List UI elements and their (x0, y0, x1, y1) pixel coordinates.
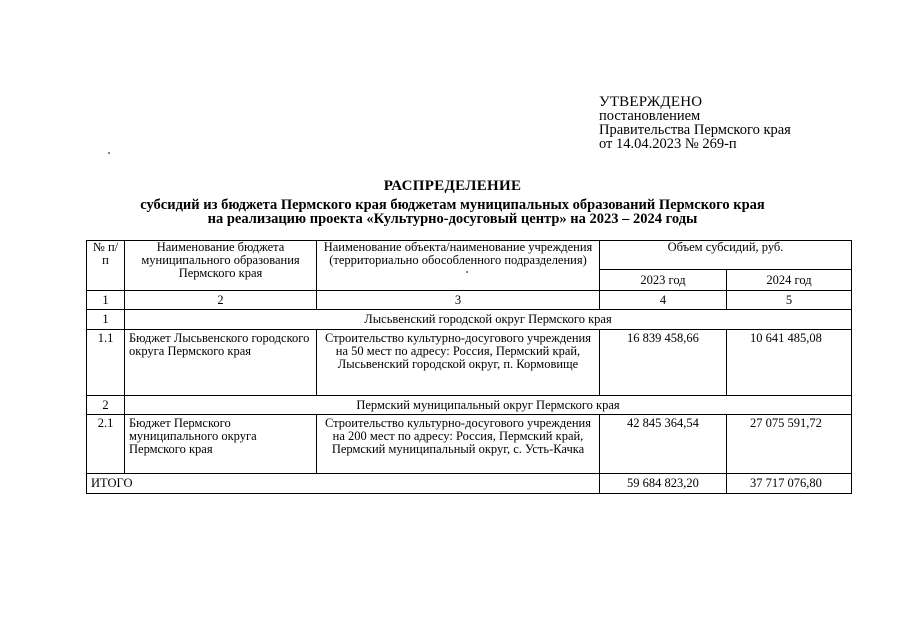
header-year-2024: 2024 год (727, 270, 852, 291)
group-name: Лысьвенский городской округ Пермского края (125, 310, 852, 330)
approval-line-resolution: постановлением (599, 108, 701, 124)
header-budget: Наименование бюджета муниципального образования Пермского края (125, 241, 317, 291)
row-amount-2023: 42 845 364,54 (600, 415, 727, 474)
total-amount-2024: 37 717 076,80 (727, 474, 852, 494)
subtitle-line-2: на реализацию проекта «Культурно-досуговый центр» на 2023 – 2024 годы (207, 211, 698, 227)
subtitle-line-1: субсидий из бюджета Пермского края бюджетам муниципальных образований Пермского края (140, 197, 765, 213)
total-amount-2023: 59 684 823,20 (600, 474, 727, 494)
approval-heading: УТВЕРЖДЕНО (599, 94, 703, 110)
group-number: 1 (87, 310, 125, 330)
header-year-2023: 2023 год (600, 270, 727, 291)
approval-stamp (599, 95, 791, 151)
total-label: ИТОГО (87, 474, 600, 494)
row-amount-2024: 27 075 591,72 (727, 415, 852, 474)
row-number: 2.1 (87, 415, 125, 474)
group-row (87, 310, 852, 330)
row-object: Строительство культурно-досугового учреждения на 200 мест по адресу: Россия, Пермский край, Пермский муниципальный округ, с. Усть-Качка (317, 415, 600, 474)
row-number: 1.1 (87, 330, 125, 396)
row-budget: Бюджет Лысьвенского городского округа Пермского края (125, 330, 317, 396)
approval-line-date: от 14.04.2023 № 269-п (599, 136, 737, 152)
row-budget: Бюджет Пермского муниципального округа Пермского края (125, 415, 317, 474)
column-number: 5 (727, 291, 852, 310)
row-amount-2023: 16 839 458,66 (600, 330, 727, 396)
column-number: 1 (87, 291, 125, 310)
scan-speck (108, 152, 110, 154)
document-subtitle (0, 198, 905, 226)
group-row (87, 396, 852, 415)
header-object: Наименование объекта/наименование учреждения (территориально обособленного подразделения) (317, 241, 600, 291)
header-number: № п/п (87, 241, 125, 291)
column-number: 2 (125, 291, 317, 310)
column-number-row (87, 291, 852, 310)
group-name: Пермский муниципальный округ Пермского края (125, 396, 852, 415)
approval-line-government: Правительства Пермского края (599, 122, 791, 138)
row-object: Строительство культурно-досугового учреждения на 50 мест по адресу: Россия, Пермский край, Лысьвенский городской округ, п. Кормовище (317, 330, 600, 396)
group-number: 2 (87, 396, 125, 415)
subsidy-table (86, 240, 852, 494)
table-row (87, 330, 852, 396)
column-number: 4 (600, 291, 727, 310)
column-number: 3 (317, 291, 600, 310)
row-amount-2024: 10 641 485,08 (727, 330, 852, 396)
header-volume: Объем субсидий, руб. (600, 241, 852, 270)
total-row (87, 474, 852, 494)
table-row (87, 415, 852, 474)
scan-speck (466, 271, 468, 273)
document-title: РАСПРЕДЕЛЕНИЕ (383, 178, 522, 194)
